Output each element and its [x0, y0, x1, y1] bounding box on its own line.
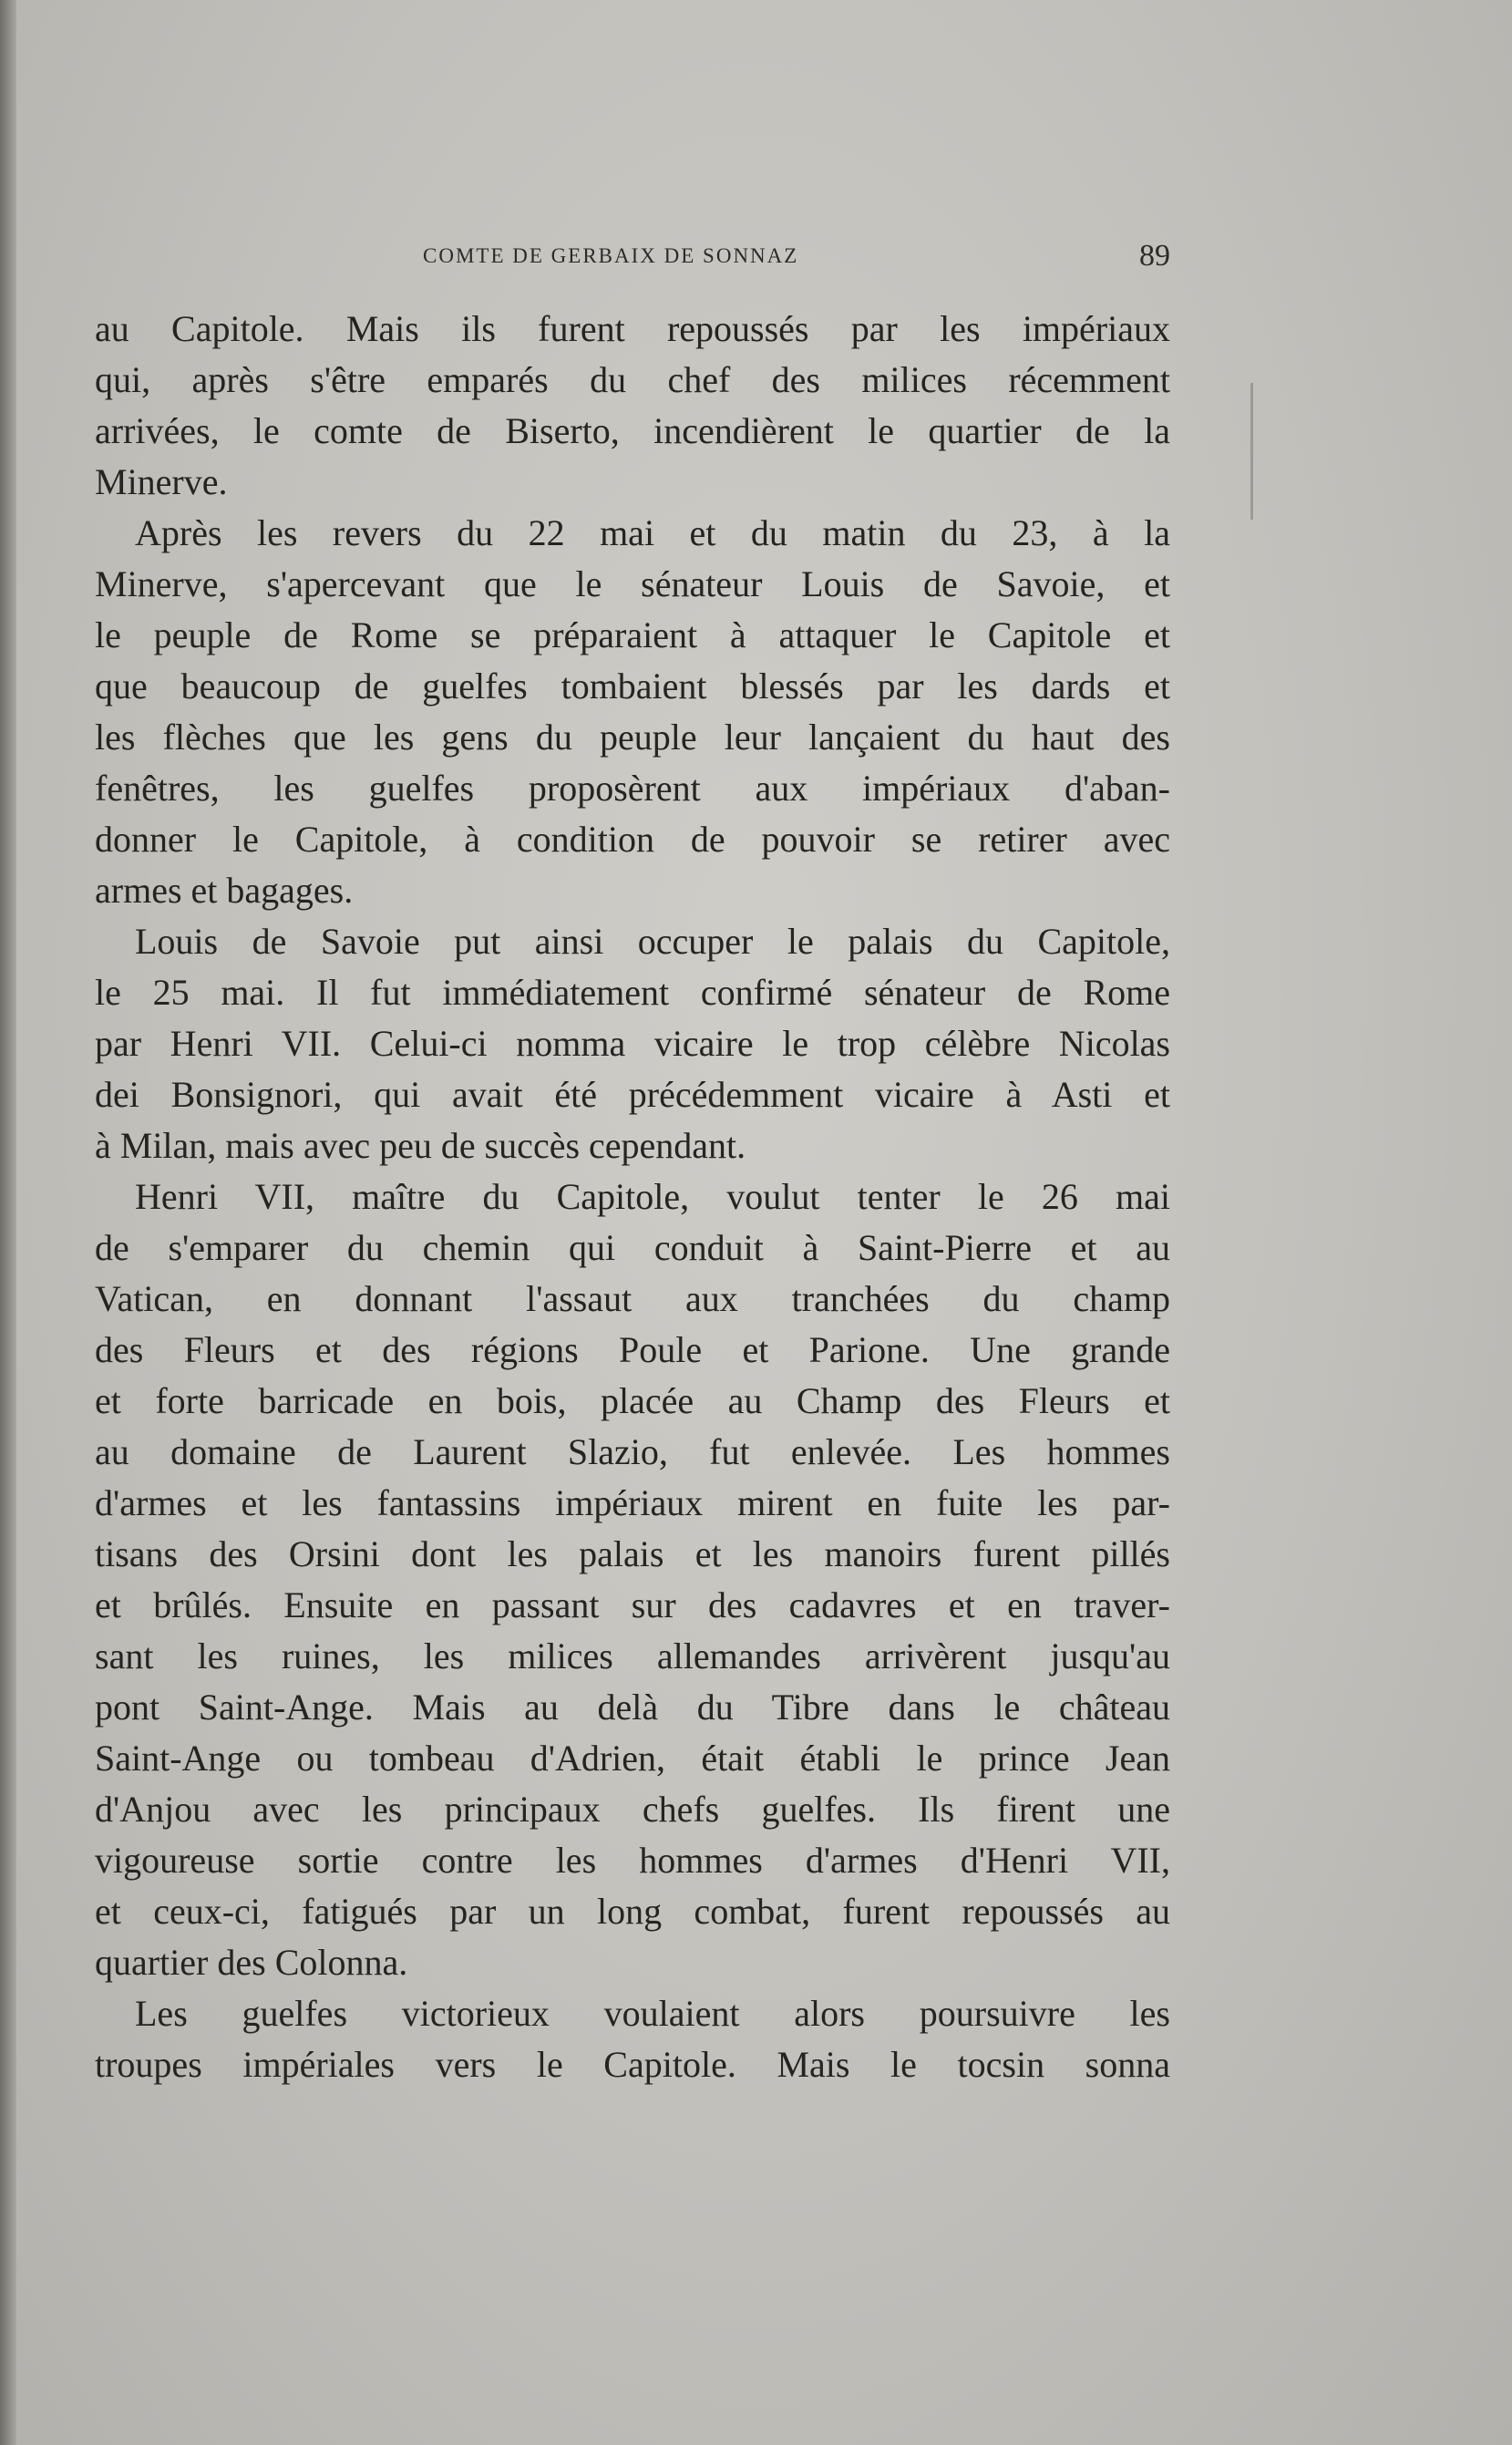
text-line: et brûlés. Ensuite en passant sur des cadavres et en traver- [95, 1584, 1170, 1625]
text-line: Les guelfes victorieux voulaient alors poursuivre les [135, 1993, 1170, 2034]
text-line: d'Anjou avec les principaux chefs guelfes. Ils firent une [95, 1789, 1170, 1830]
text-line: le 25 mai. Il fut immédiatement confirmé sénateur de Rome [95, 972, 1170, 1013]
text-line: Saint-Ange ou tombeau d'Adrien, était établi le prince Jean [95, 1738, 1170, 1779]
text-line: tisans des Orsini dont les palais et les manoirs furent pillés [95, 1533, 1170, 1574]
text-line: que beaucoup de guelfes tombaient blessés par les dards et [95, 665, 1170, 707]
text-line: des Fleurs et des régions Poule et Parione. Une grande [95, 1329, 1170, 1370]
body-text [95, 304, 1170, 2090]
text-line: dei Bonsignori, qui avait été précédemment vicaire à Asti et [95, 1074, 1170, 1115]
text-line: sant les ruines, les milices allemandes arrivèrent jusqu'au [95, 1635, 1170, 1676]
text-line: et ceux-ci, fatigués par un long combat, furent repoussés au [95, 1891, 1170, 1932]
text-line: fenêtres, les guelfes proposèrent aux impériaux d'aban- [95, 768, 1170, 809]
text-line: armes et bagages. [95, 870, 354, 911]
text-line: le peuple de Rome se préparaient à attaquer le Capitole et [95, 614, 1170, 655]
paper-crease [1250, 383, 1253, 520]
text-line: et forte barricade en bois, placée au Champ des Fleurs et [95, 1380, 1170, 1421]
text-line: donner le Capitole, à condition de pouvoir se retirer avec [95, 819, 1170, 860]
text-line: qui, après s'être emparés du chef des milices récemment [95, 359, 1170, 400]
text-line: par Henri VII. Celui-ci nomma vicaire le trop célèbre Nicolas [95, 1023, 1170, 1064]
text-line: les flèches que les gens du peuple leur lançaient du haut des [95, 717, 1170, 758]
page-number: 89 [1139, 239, 1170, 273]
text-line: Louis de Savoie put ainsi occuper le palais du Capitole, [135, 921, 1170, 962]
text-line: d'armes et les fantassins impériaux mirent en fuite les par- [95, 1482, 1170, 1523]
text-line: vigoureuse sortie contre les hommes d'armes d'Henri VII, [95, 1840, 1170, 1881]
text-line: pont Saint-Ange. Mais au delà du Tibre dans le château [95, 1687, 1170, 1728]
text-line: Henri VII, maître du Capitole, voulut tenter le 26 mai [135, 1176, 1170, 1217]
text-line: Après les revers du 22 mai et du matin du 23, à la [135, 512, 1170, 553]
text-line: quartier des Colonna. [95, 1942, 408, 1983]
text-line: troupes impériales vers le Capitole. Mais le tocsin sonna [95, 2044, 1170, 2085]
running-title: COMTE DE GERBAIX DE SONNAZ [423, 244, 799, 267]
text-line: Vatican, en donnant l'assaut aux tranchées du champ [95, 1278, 1170, 1319]
page-binding-edge [0, 0, 16, 2445]
text-line: au Capitole. Mais ils furent repoussés par les impériaux [95, 308, 1170, 349]
text-line: au domaine de Laurent Slazio, fut enlevée. Les hommes [95, 1431, 1170, 1472]
text-line: de s'emparer du chemin qui conduit à Saint-Pierre et au [95, 1227, 1170, 1268]
running-head [95, 239, 1170, 275]
text-line: arrivées, le comte de Biserto, incendièrent le quartier de la [95, 410, 1170, 451]
text-line: Minerve, s'apercevant que le sénateur Louis de Savoie, et [95, 563, 1170, 604]
text-line: Minerve. [95, 461, 228, 502]
text-line: à Milan, mais avec peu de succès cependant. [95, 1125, 746, 1166]
